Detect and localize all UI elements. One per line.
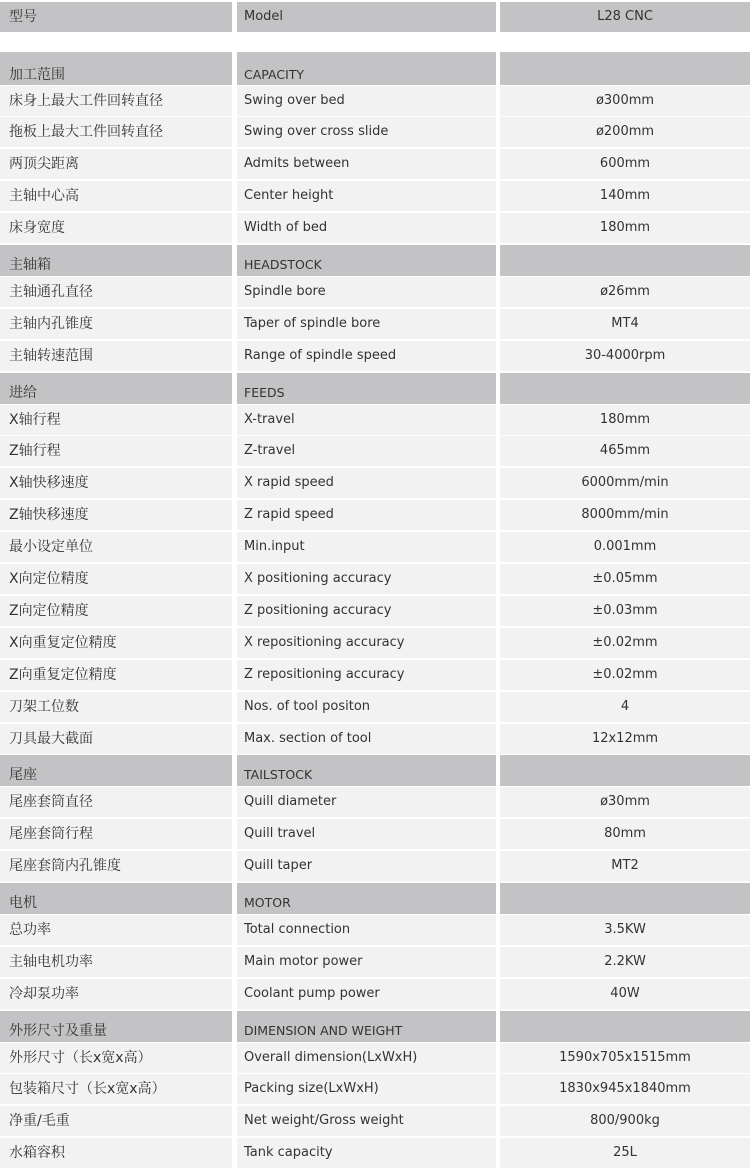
spec-value: 600mm [500,149,750,179]
spec-label-en: X positioning accuracy [237,564,496,594]
section-value-blank [500,883,750,914]
model-value: L28 CNC [500,2,750,32]
spec-label-cn: 尾座套筒行程 [0,819,232,849]
section-title-en: MOTOR [237,883,496,914]
spec-row [0,692,750,722]
spec-label-en: Quill diameter [237,787,496,817]
spec-row [0,1138,750,1168]
spec-label-en: Max. section of tool [237,724,496,754]
section-header [0,52,750,85]
section-title-cn: 外形尺寸及重量 [0,1011,232,1042]
spec-label-cn: Z向重复定位精度 [0,660,232,690]
spec-label-cn: X轴快移速度 [0,468,232,498]
spec-label-cn: X向定位精度 [0,564,232,594]
spec-label-cn: 拖板上最大工件回转直径 [0,117,232,147]
spec-value: ø26mm [500,277,750,307]
spec-value: 8000mm/min [500,500,750,530]
spec-label-cn: 主轴中心高 [0,181,232,211]
spec-value: ±0.05mm [500,564,750,594]
spec-label-en: Coolant pump power [237,979,496,1009]
section-title-cn: 电机 [0,883,232,914]
spec-label-cn: 刀具最大截面 [0,724,232,754]
spec-value: 465mm [500,436,750,466]
spec-label-cn: 尾座套筒内孔锥度 [0,851,232,881]
spec-label-en: Taper of spindle bore [237,309,496,339]
spec-value: ±0.03mm [500,596,750,626]
spec-label-en: Main motor power [237,947,496,977]
section-value-blank [500,245,750,276]
spec-label-cn: 外形尺寸（长x宽x高） [0,1043,232,1073]
spec-label-cn: 总功率 [0,915,232,945]
spec-row [0,181,750,211]
section-header [0,1011,750,1042]
spec-row [0,1074,750,1104]
spec-row [0,628,750,658]
section-header [0,755,750,786]
spec-row [0,500,750,530]
spec-label-en: Width of bed [237,213,496,243]
section-header [0,245,750,276]
spec-value: 4 [500,692,750,722]
spec-value: 25L [500,1138,750,1168]
spec-row [0,787,750,817]
spec-row [0,436,750,466]
spec-row [0,979,750,1009]
spec-value: 30-4000rpm [500,341,750,371]
spec-value: 1830x945x1840mm [500,1074,750,1104]
spec-label-cn: X轴行程 [0,405,232,435]
spec-label-en: X-travel [237,405,496,435]
spec-label-cn: 刀架工位数 [0,692,232,722]
spec-row [0,596,750,626]
spec-value: MT4 [500,309,750,339]
spec-label-en: X rapid speed [237,468,496,498]
spec-label-cn: 床身宽度 [0,213,232,243]
spec-label-cn: 主轴内孔锥度 [0,309,232,339]
section-value-blank [500,373,750,404]
spec-label-cn: Z向定位精度 [0,596,232,626]
spec-label-en: Total connection [237,915,496,945]
spec-label-en: Z repositioning accuracy [237,660,496,690]
spec-label-cn: 两顶尖距离 [0,149,232,179]
spec-value: ±0.02mm [500,660,750,690]
spec-label-en: Packing size(LxWxH) [237,1074,496,1104]
spec-value: 80mm [500,819,750,849]
spec-row [0,1106,750,1136]
spec-row [0,1043,750,1073]
spec-row [0,724,750,754]
section-title-en: CAPACITY [237,52,496,85]
spec-label-cn: 包装箱尺寸（长x宽x高） [0,1074,232,1104]
spec-value: 0.001mm [500,532,750,562]
spec-row [0,468,750,498]
spec-value: 2.2KW [500,947,750,977]
spec-value: 180mm [500,213,750,243]
spec-value: MT2 [500,851,750,881]
spec-label-cn: 主轴电机功率 [0,947,232,977]
spec-label-cn: 床身上最大工件回转直径 [0,86,232,116]
section-title-en: DIMENSION AND WEIGHT [237,1011,496,1042]
spec-label-cn: 主轴转速范围 [0,341,232,371]
section-header [0,883,750,914]
spec-label-en: Net weight/Gross weight [237,1106,496,1136]
spec-row [0,117,750,147]
spec-label-en: Spindle bore [237,277,496,307]
section-value-blank [500,1011,750,1042]
spec-label-en: Z-travel [237,436,496,466]
section-title-en: TAILSTOCK [237,755,496,786]
spec-label-en: Tank capacity [237,1138,496,1168]
spec-row [0,532,750,562]
section-value-blank [500,755,750,786]
spec-value: 140mm [500,181,750,211]
spec-label-en: Min.input [237,532,496,562]
spec-label-cn: Z轴快移速度 [0,500,232,530]
spec-row [0,851,750,881]
spec-label-cn: X向重复定位精度 [0,628,232,658]
spec-row [0,564,750,594]
header-gap [0,34,750,52]
spec-label-en: Overall dimension(LxWxH) [237,1043,496,1073]
spec-label-en: Nos. of tool positon [237,692,496,722]
section-title-cn: 加工范围 [0,52,232,85]
spec-row [0,149,750,179]
spec-row [0,277,750,307]
spec-label-en: Z positioning accuracy [237,596,496,626]
spec-row [0,341,750,371]
spec-row [0,819,750,849]
spec-label-en: Center height [237,181,496,211]
section-header [0,373,750,404]
model-label-cn: 型号 [0,2,232,32]
section-title-en: HEADSTOCK [237,245,496,276]
spec-label-en: Admits between [237,149,496,179]
section-title-en: FEEDS [237,373,496,404]
spec-label-cn: Z轴行程 [0,436,232,466]
section-title-cn: 进给 [0,373,232,404]
section-title-cn: 主轴箱 [0,245,232,276]
spec-value: ø30mm [500,787,750,817]
spec-label-cn: 净重/毛重 [0,1106,232,1136]
spec-label-en: Quill taper [237,851,496,881]
spec-label-cn: 水箱容积 [0,1138,232,1168]
spec-label-en: Range of spindle speed [237,341,496,371]
spec-value: 40W [500,979,750,1009]
spec-value: 800/900kg [500,1106,750,1136]
section-value-blank [500,52,750,85]
spec-row [0,213,750,243]
spec-label-cn: 最小设定单位 [0,532,232,562]
spec-value: 12x12mm [500,724,750,754]
spec-value: ø300mm [500,86,750,116]
spec-value: ±0.02mm [500,628,750,658]
spec-row [0,405,750,435]
spec-value: 3.5KW [500,915,750,945]
model-label-en: Model [237,2,496,32]
spec-label-cn: 尾座套筒直径 [0,787,232,817]
spec-value: 180mm [500,405,750,435]
spec-label-cn: 冷却泵功率 [0,979,232,1009]
spec-label-cn: 主轴通孔直径 [0,277,232,307]
section-title-cn: 尾座 [0,755,232,786]
spec-row [0,309,750,339]
spec-label-en: Z rapid speed [237,500,496,530]
spec-value: 6000mm/min [500,468,750,498]
model-row [0,2,750,32]
spec-label-en: X repositioning accuracy [237,628,496,658]
spec-row [0,660,750,690]
spec-value: ø200mm [500,117,750,147]
spec-row [0,915,750,945]
spec-label-en: Swing over cross slide [237,117,496,147]
spec-row [0,947,750,977]
spec-label-en: Quill travel [237,819,496,849]
spec-row [0,86,750,116]
spec-value: 1590x705x1515mm [500,1043,750,1073]
spec-label-en: Swing over bed [237,86,496,116]
